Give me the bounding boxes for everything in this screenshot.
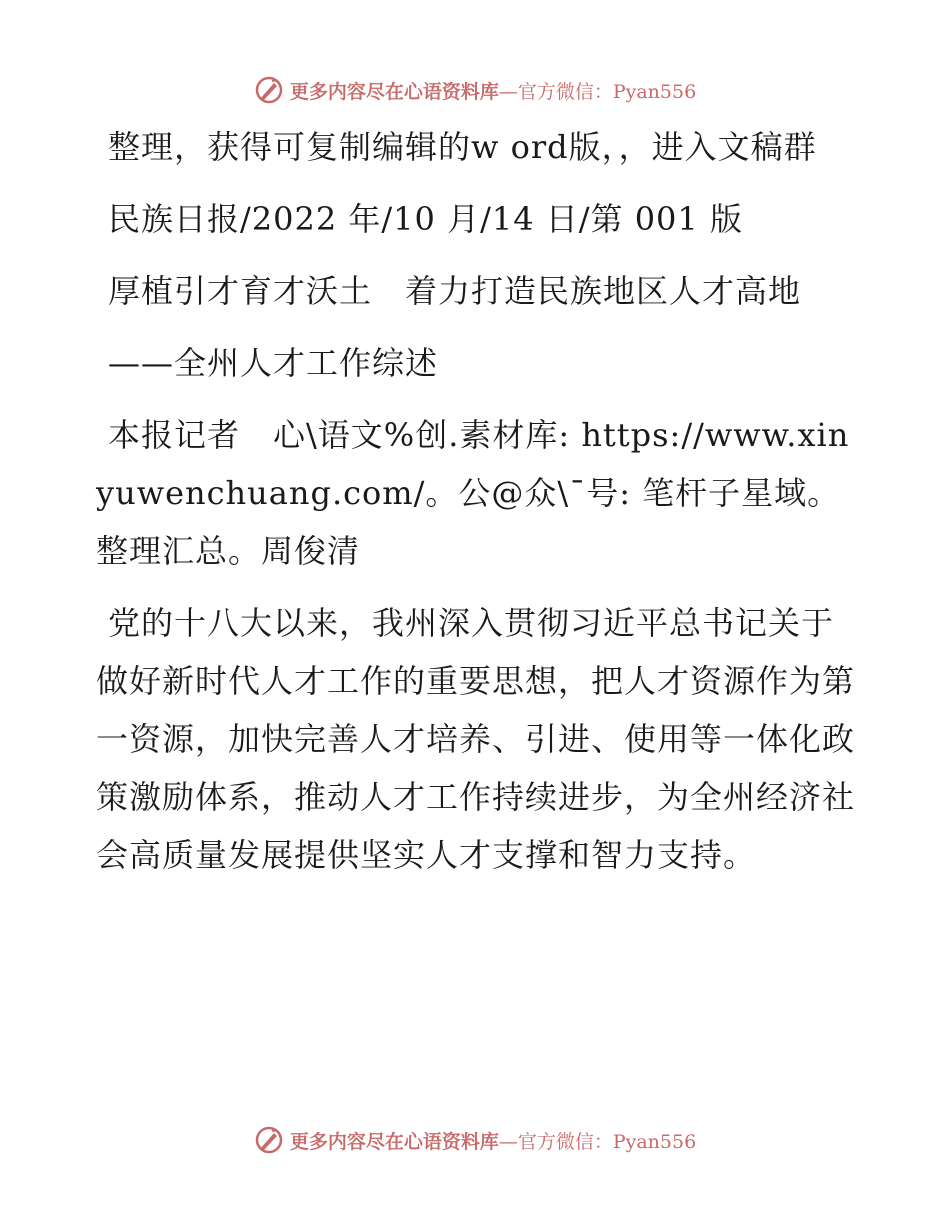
- publication-line: 民族日报/2022 年/10 月/14 日/第 001 版: [108, 200, 743, 238]
- header-watermark: [0, 70, 950, 110]
- body-paragraph: 党的十八大以来，我州深入贯彻习近平总书记关于做好新时代人才工作的重要思想，把人才资源作为第一资源，加快完善人才培养、引进、使用等一体化政策激励体系，推动人才工作持续进步，为全州经济社会高质量发展提供坚实人才支撑和智力支持。: [96, 604, 856, 874]
- byline: 本报记者 心\语文%创.素材库: https://www.xinyuwenchuang.com/。公@众\¯号: 笔杆子星域。整理汇总。周俊清: [96, 416, 850, 570]
- article-subtitle: ——全州人才工作综述: [108, 344, 439, 382]
- watermark-brand: 更多内容尽在心语资料库: [289, 1130, 499, 1153]
- article-title: 厚植引才育才沃土 着力打造民族地区人才高地: [108, 272, 802, 310]
- watermark-contact: —官方微信：Pyan556: [498, 80, 697, 103]
- feather-pen-logo-icon: [254, 75, 284, 105]
- footer-watermark: [0, 1120, 950, 1160]
- watermark-text: [290, 1127, 696, 1154]
- feather-pen-logo-icon: [254, 1125, 284, 1155]
- watermark-text: [290, 77, 696, 104]
- document-body: [96, 118, 856, 898]
- intro-note: 整理，获得可复制编辑的w ord版，，进入文稿群: [108, 128, 817, 166]
- watermark-contact: —官方微信：Pyan556: [498, 1130, 697, 1153]
- watermark-brand: 更多内容尽在心语资料库: [289, 80, 499, 103]
